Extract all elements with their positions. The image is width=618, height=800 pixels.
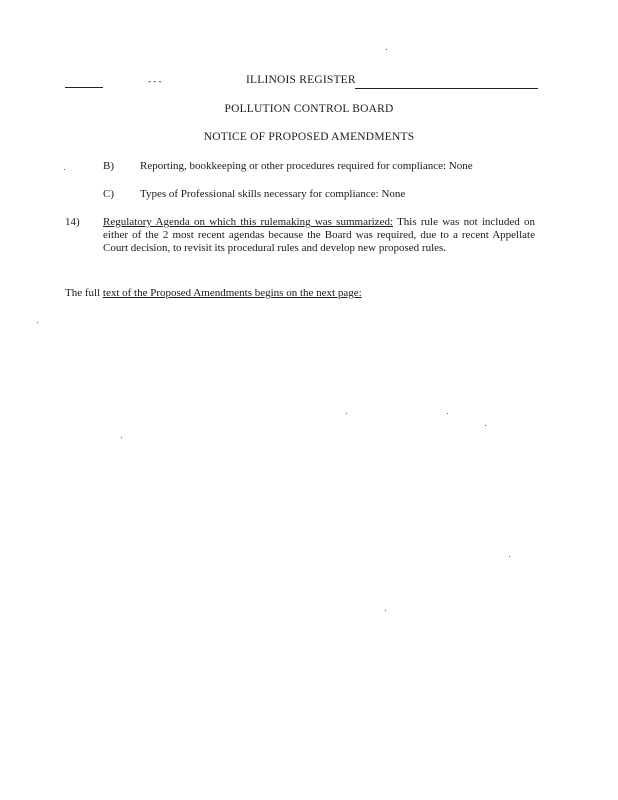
header-right-rule [355, 88, 538, 89]
section-14-paragraph [103, 216, 535, 255]
scan-speck [447, 413, 448, 414]
closing-lead: The full [65, 287, 103, 299]
item-b-text: Reporting, bookkeeping or other procedures required for compliance: None [140, 160, 473, 172]
item-b-marker: B) [103, 160, 114, 172]
closing-line [65, 287, 362, 299]
section-14-heading: Regulatory Agenda on which this rulemaking was summarized: [103, 216, 393, 228]
scan-speck [121, 437, 122, 438]
notice-title: NOTICE OF PROPOSED AMENDMENTS [203, 131, 415, 143]
scan-speck [485, 425, 486, 426]
scan-speck [385, 610, 386, 611]
agency-title: POLLUTION CONTROL BOARD [224, 103, 394, 115]
scan-speck [64, 169, 65, 170]
item-c-text: Types of Professional skills necessary for compliance: None [140, 188, 406, 200]
item-c-marker: C) [103, 188, 114, 200]
section-14-number: 14) [65, 216, 80, 228]
header-left-rule [65, 87, 103, 88]
register-title: ILLINOIS REGISTER [246, 74, 356, 86]
closing-underlined: text of the Proposed Amendments begins on the next page: [102, 287, 362, 299]
scan-speck [386, 49, 387, 50]
scan-speck [509, 556, 510, 557]
section-14-body: This rule was not included on either of the 2 most recent agendas because the Board was required, due to a recent Appellate Court decision, to revisit its procedural rules and develop new proposed rules. [103, 216, 535, 254]
scan-speck [37, 322, 38, 323]
scan-speck [346, 413, 347, 414]
header-left-mark: - - - [148, 76, 162, 86]
